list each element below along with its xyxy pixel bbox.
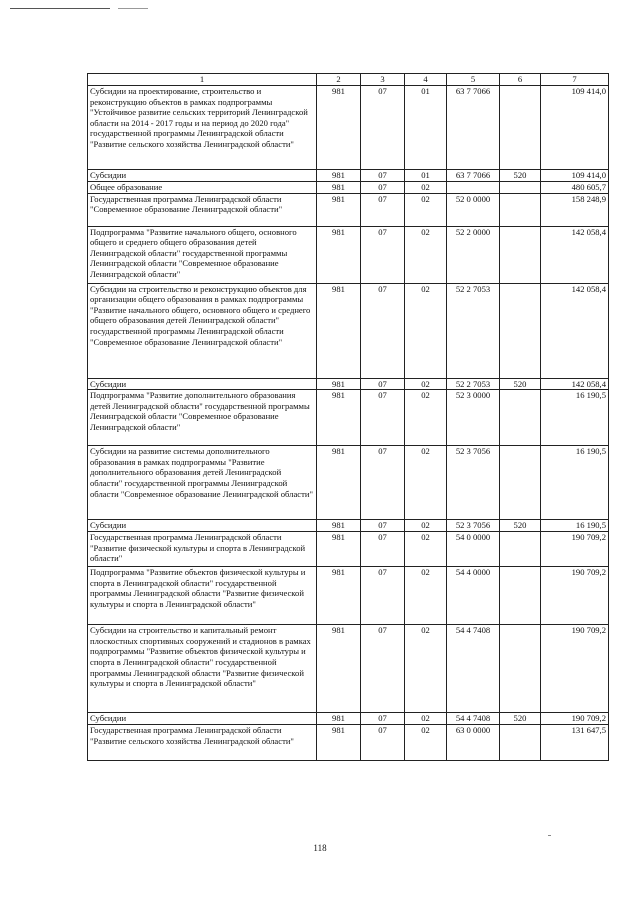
table-row [88, 725, 609, 761]
row-code-subsection: 02 [405, 390, 447, 446]
row-code-admin: 981 [317, 390, 361, 446]
row-code-section: 07 [361, 226, 405, 283]
row-code-subsection: 02 [405, 193, 447, 226]
table-row [88, 446, 609, 520]
row-description: Подпрограмма "Развитие начального общего, основного общего и среднего общего образования детей Ленинградской области" государственной программы Ленинградской области "Современное образование Ленинградской области" [88, 226, 317, 283]
scan-artifact-line [118, 8, 148, 9]
row-code-target: 52 3 7056 [447, 446, 500, 520]
column-header: 6 [500, 74, 541, 86]
row-code-target: 52 2 7053 [447, 283, 500, 378]
row-code-target: 52 2 0000 [447, 226, 500, 283]
table-row [88, 182, 609, 194]
row-code-subsection: 02 [405, 182, 447, 194]
row-code-target: 63 7 7066 [447, 170, 500, 182]
row-code-admin: 981 [317, 625, 361, 713]
row-code-subsection: 02 [405, 567, 447, 625]
row-code-subsection: 02 [405, 446, 447, 520]
table-row [88, 390, 609, 446]
row-code-admin: 981 [317, 86, 361, 170]
row-code-expense-type [500, 446, 541, 520]
row-description: Подпрограмма "Развитие дополнительного образования детей Ленинградской области" государственной программы Ленинградской области "Современное образование Ленинградской области" [88, 390, 317, 446]
budget-table [87, 73, 609, 761]
row-code-target: 52 0 0000 [447, 193, 500, 226]
table-row [88, 713, 609, 725]
table-row [88, 193, 609, 226]
row-amount: 109 414,0 [541, 170, 609, 182]
row-amount: 158 248,9 [541, 193, 609, 226]
row-description: Субсидии [88, 713, 317, 725]
row-code-expense-type [500, 725, 541, 761]
row-code-expense-type [500, 567, 541, 625]
row-code-expense-type: 520 [500, 170, 541, 182]
column-header: 1 [88, 74, 317, 86]
row-code-expense-type [500, 182, 541, 194]
row-code-section: 07 [361, 390, 405, 446]
row-code-section: 07 [361, 532, 405, 567]
row-amount: 142 058,4 [541, 378, 609, 390]
row-description: Общее образование [88, 182, 317, 194]
column-header: 5 [447, 74, 500, 86]
row-description: Субсидии на строительство и реконструкцию объектов для организации общего образования в рамках подпрограммы "Развитие начального общего, основного общего и среднего общего образования детей Ленинградской области" государственной программы Ленинградской области "Современное образование Ленинградской области" [88, 283, 317, 378]
row-code-expense-type [500, 193, 541, 226]
row-code-section: 07 [361, 170, 405, 182]
row-description: Субсидии на развитие системы дополнительного образования в рамках подпрограммы "Развитие дополнительного образования детей Ленинградской области" государственной программы Ленинградской области "Современное образование Ленинградской области" [88, 446, 317, 520]
row-code-subsection: 02 [405, 625, 447, 713]
table-row [88, 283, 609, 378]
row-code-target: 54 4 7408 [447, 713, 500, 725]
row-code-section: 07 [361, 86, 405, 170]
row-code-target: 54 4 0000 [447, 567, 500, 625]
row-code-expense-type [500, 532, 541, 567]
row-code-section: 07 [361, 378, 405, 390]
column-header: 2 [317, 74, 361, 86]
row-code-admin: 981 [317, 725, 361, 761]
row-code-admin: 981 [317, 283, 361, 378]
row-code-expense-type [500, 226, 541, 283]
table-row [88, 170, 609, 182]
row-code-section: 07 [361, 193, 405, 226]
row-code-expense-type [500, 625, 541, 713]
table-row [88, 378, 609, 390]
row-code-admin: 981 [317, 713, 361, 725]
row-code-target: 54 4 7408 [447, 625, 500, 713]
table-row [88, 625, 609, 713]
row-description: Государственная программа Ленинградской области "Развитие сельского хозяйства Ленинградской области" [88, 725, 317, 761]
row-amount: 16 190,5 [541, 446, 609, 520]
row-amount: 142 058,4 [541, 283, 609, 378]
row-code-section: 07 [361, 283, 405, 378]
row-code-subsection: 01 [405, 86, 447, 170]
row-code-subsection: 01 [405, 170, 447, 182]
row-description: Подпрограмма "Развитие объектов физической культуры и спорта в Ленинградской области" государственной программы Ленинградской области "Развитие физической культуры и спорта в Ленинградской области" [88, 567, 317, 625]
row-description: Субсидии [88, 378, 317, 390]
scan-artifact-dot [548, 835, 551, 836]
row-code-target [447, 182, 500, 194]
row-code-expense-type [500, 283, 541, 378]
row-code-target: 63 7 7066 [447, 86, 500, 170]
row-code-target: 63 0 0000 [447, 725, 500, 761]
table-row [88, 567, 609, 625]
table-body [88, 86, 609, 761]
row-description: Субсидии [88, 170, 317, 182]
row-code-expense-type [500, 86, 541, 170]
row-code-subsection: 02 [405, 725, 447, 761]
row-code-section: 07 [361, 446, 405, 520]
row-code-admin: 981 [317, 378, 361, 390]
row-code-admin: 981 [317, 193, 361, 226]
row-code-subsection: 02 [405, 283, 447, 378]
row-code-section: 07 [361, 182, 405, 194]
row-description: Государственная программа Ленинградской области "Развитие физической культуры и спорта в Ленинградской области" [88, 532, 317, 567]
row-code-subsection: 02 [405, 713, 447, 725]
row-code-section: 07 [361, 625, 405, 713]
row-code-admin: 981 [317, 170, 361, 182]
row-amount: 190 709,2 [541, 532, 609, 567]
table-row [88, 226, 609, 283]
row-code-section: 07 [361, 520, 405, 532]
row-code-expense-type: 520 [500, 713, 541, 725]
row-amount: 190 709,2 [541, 567, 609, 625]
row-amount: 131 647,5 [541, 725, 609, 761]
row-description: Субсидии на строительство и капитальный ремонт плоскостных спортивных сооружений и стадионов в рамках подпрограммы "Развитие объектов физической культуры и спорта в Ленинградской области" государственной программы Ленинградской области "Развитие физической культуры и спорта в Ленинградской области" [88, 625, 317, 713]
row-code-expense-type: 520 [500, 520, 541, 532]
row-code-section: 07 [361, 725, 405, 761]
page-number: 118 [313, 843, 327, 853]
row-amount: 190 709,2 [541, 713, 609, 725]
row-amount: 190 709,2 [541, 625, 609, 713]
row-code-expense-type: 520 [500, 378, 541, 390]
row-amount: 16 190,5 [541, 390, 609, 446]
table-row [88, 532, 609, 567]
row-code-target: 52 3 0000 [447, 390, 500, 446]
row-code-target: 52 3 7056 [447, 520, 500, 532]
header-row [88, 74, 609, 86]
row-code-admin: 981 [317, 567, 361, 625]
row-code-admin: 981 [317, 446, 361, 520]
row-code-target: 52 2 7053 [447, 378, 500, 390]
row-amount: 16 190,5 [541, 520, 609, 532]
row-code-target: 54 0 0000 [447, 532, 500, 567]
row-code-admin: 981 [317, 226, 361, 283]
row-amount: 142 058,4 [541, 226, 609, 283]
row-amount: 109 414,0 [541, 86, 609, 170]
row-code-admin: 981 [317, 520, 361, 532]
column-header: 7 [541, 74, 609, 86]
table-row [88, 520, 609, 532]
row-description: Субсидии на проектирование, строительство и реконструкцию объектов в рамках подпрограммы "Устойчивое развитие сельских территорий Ленинградской области на 2014 - 2017 годы и на период до 2020 года" государственной программы Ленинградской области "Развитие сельского хозяйства Ленинградской области" [88, 86, 317, 170]
scan-artifact-line [10, 8, 110, 9]
row-code-subsection: 02 [405, 378, 447, 390]
row-code-subsection: 02 [405, 226, 447, 283]
row-description: Субсидии [88, 520, 317, 532]
row-code-section: 07 [361, 567, 405, 625]
row-code-section: 07 [361, 713, 405, 725]
row-code-subsection: 02 [405, 532, 447, 567]
column-header: 3 [361, 74, 405, 86]
row-code-subsection: 02 [405, 520, 447, 532]
row-amount: 480 605,7 [541, 182, 609, 194]
row-code-expense-type [500, 390, 541, 446]
table-row [88, 86, 609, 170]
column-header: 4 [405, 74, 447, 86]
row-code-admin: 981 [317, 532, 361, 567]
row-code-admin: 981 [317, 182, 361, 194]
row-description: Государственная программа Ленинградской области "Современное образование Ленинградской области" [88, 193, 317, 226]
